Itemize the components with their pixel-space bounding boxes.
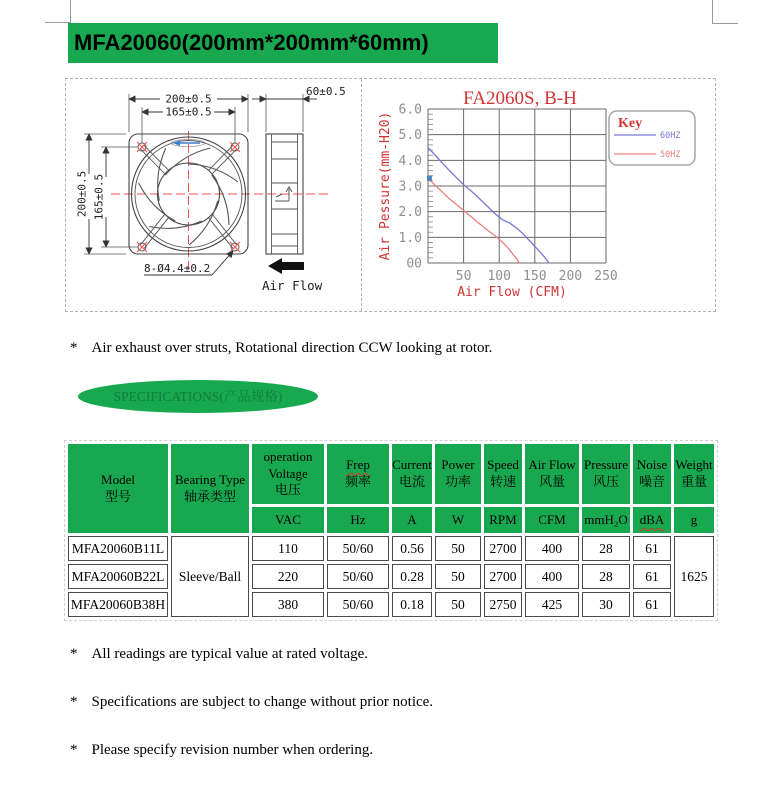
col-header-frequency: Frep 频率 bbox=[327, 444, 389, 504]
dim-top-inner: 165±0.5 bbox=[165, 105, 212, 119]
dim-holes: 8-Ø4.4±0.2 bbox=[144, 262, 211, 275]
legend-title: Key bbox=[618, 116, 643, 131]
cell-model: MFA20060B22L bbox=[68, 564, 168, 589]
footnote-text: All readings are typical value at rated voltage. bbox=[91, 646, 369, 662]
spec-table bbox=[65, 441, 717, 620]
svg-text:2.0: 2.0 bbox=[398, 205, 422, 221]
cell-speed: 2700 bbox=[484, 536, 522, 561]
cell-speed: 2750 bbox=[484, 592, 522, 617]
cell-noise: 61 bbox=[633, 536, 671, 561]
cell-weight: 1625 bbox=[674, 536, 714, 617]
margin-mark-top-left-v bbox=[70, 0, 71, 22]
col-header-current: Current 电流 bbox=[392, 444, 432, 504]
margin-mark-top-right-h bbox=[712, 23, 738, 24]
unit-rpm: RPM bbox=[484, 507, 522, 533]
chart-x-axis-label: Air Flow (CFM) bbox=[457, 285, 567, 300]
unit-vac: VAC bbox=[252, 507, 324, 533]
col-header-pressure: Pressure 风压 bbox=[582, 444, 630, 504]
col-header-power: Power 功率 bbox=[435, 444, 481, 504]
margin-mark-top-right-v bbox=[712, 0, 713, 23]
cell-freq: 50/60 bbox=[327, 536, 389, 561]
cell-airflow: 400 bbox=[525, 536, 579, 561]
fan-technical-drawing-cell bbox=[66, 79, 362, 311]
chart-curves bbox=[427, 148, 549, 264]
chart-x-tick-labels bbox=[456, 269, 618, 284]
col-header-voltage: operation Voltage 电压 bbox=[252, 444, 324, 504]
unit-a: A bbox=[392, 507, 432, 533]
cell-current: 0.28 bbox=[392, 564, 432, 589]
cell-power: 50 bbox=[435, 536, 481, 561]
cell-pressure: 28 bbox=[582, 536, 630, 561]
svg-text:250: 250 bbox=[594, 269, 618, 284]
svg-text:4.0: 4.0 bbox=[398, 153, 422, 169]
dim-top-outer: 200±0.5 bbox=[165, 92, 212, 106]
chart-title: FA2060S, B-H bbox=[463, 88, 577, 109]
svg-text:50: 50 bbox=[455, 269, 472, 284]
cell-airflow: 400 bbox=[525, 564, 579, 589]
specifications-badge: SPECIFICATIONS(产品规格) bbox=[78, 380, 318, 413]
unit-hz: Hz bbox=[327, 507, 389, 533]
svg-text:3.0: 3.0 bbox=[398, 179, 422, 195]
col-header-speed: Speed 转速 bbox=[484, 444, 522, 504]
cell-voltage: 220 bbox=[252, 564, 324, 589]
page-title: MFA20060(200mm*200mm*60mm) bbox=[68, 23, 498, 63]
drawing-note bbox=[70, 340, 492, 357]
table-row bbox=[68, 564, 714, 589]
unit-w: W bbox=[435, 507, 481, 533]
chart-grid bbox=[428, 109, 606, 263]
svg-text:200: 200 bbox=[558, 269, 583, 284]
chart-y-axis-label: Air Pessure(mm-H20) bbox=[378, 111, 393, 261]
cell-current: 0.18 bbox=[392, 592, 432, 617]
svg-text:100: 100 bbox=[487, 269, 511, 284]
cell-power: 50 bbox=[435, 564, 481, 589]
cell-voltage: 380 bbox=[252, 592, 324, 617]
col-header-bearing: Bearing Type 轴承类型 bbox=[171, 444, 249, 533]
footnote-text: Please specify revision number when ordering. bbox=[91, 742, 374, 758]
dim-left-inner: 165±0.5 bbox=[92, 173, 106, 221]
note-star: * bbox=[70, 742, 78, 758]
cell-pressure: 30 bbox=[582, 592, 630, 617]
footnote-text: Specifications are subject to change without prior notice. bbox=[91, 694, 434, 710]
table-row bbox=[68, 592, 714, 617]
cell-bearing-type: Sleeve/Ball bbox=[171, 536, 249, 617]
svg-text:00: 00 bbox=[406, 256, 422, 272]
air-flow-label: Air Flow bbox=[262, 278, 323, 293]
footnote-2 bbox=[70, 694, 433, 711]
svg-text:1.0: 1.0 bbox=[398, 230, 422, 246]
dim-left-outer: 200±0.5 bbox=[75, 170, 89, 218]
col-header-model: Model 型号 bbox=[68, 444, 168, 533]
unit-dba: dBA bbox=[633, 507, 671, 533]
col-header-airflow: Air Flow 风量 bbox=[525, 444, 579, 504]
cell-speed: 2700 bbox=[484, 564, 522, 589]
unit-cfm: CFM bbox=[525, 507, 579, 533]
unit-mmh2o: mmH₂O bbox=[582, 507, 630, 533]
drawing-chart-section bbox=[65, 78, 716, 312]
drawing-note-text: Air exhaust over struts, Rotational direction CCW looking at rotor. bbox=[91, 340, 493, 356]
chart-minor-ticks bbox=[428, 114, 433, 258]
svg-text:5.0: 5.0 bbox=[398, 128, 422, 144]
chart-y-tick-labels bbox=[399, 103, 422, 272]
note-star: * bbox=[70, 646, 78, 662]
cell-voltage: 110 bbox=[252, 536, 324, 561]
cell-airflow: 425 bbox=[525, 592, 579, 617]
cell-freq: 50/60 bbox=[327, 564, 389, 589]
col-header-noise: Noise 噪音 bbox=[633, 444, 671, 504]
performance-chart bbox=[362, 79, 716, 311]
note-star: * bbox=[70, 694, 78, 710]
unit-g: g bbox=[674, 507, 714, 533]
performance-chart-cell bbox=[362, 79, 716, 311]
footnote-3 bbox=[70, 742, 373, 759]
cell-model: MFA20060B11L bbox=[68, 536, 168, 561]
cell-freq: 50/60 bbox=[327, 592, 389, 617]
spec-table-wrap bbox=[64, 440, 718, 621]
cell-noise: 61 bbox=[633, 592, 671, 617]
table-row bbox=[68, 536, 714, 561]
col-header-weight: Weight 重量 bbox=[674, 444, 714, 504]
cell-model: MFA20060B38H bbox=[68, 592, 168, 617]
note-star: * bbox=[70, 340, 78, 356]
cell-pressure: 28 bbox=[582, 564, 630, 589]
svg-text:6.0: 6.0 bbox=[398, 102, 422, 118]
svg-text:150: 150 bbox=[523, 269, 547, 284]
air-flow-arrow bbox=[262, 258, 323, 293]
legend-label-50hz: 50HZ bbox=[660, 150, 681, 160]
cell-noise: 61 bbox=[633, 564, 671, 589]
chart-legend bbox=[609, 111, 695, 165]
fan-technical-drawing bbox=[66, 79, 361, 311]
cell-current: 0.56 bbox=[392, 536, 432, 561]
cell-power: 50 bbox=[435, 592, 481, 617]
footnote-1 bbox=[70, 646, 368, 663]
dim-depth: 60±0.5 bbox=[306, 85, 346, 98]
legend-label-60hz: 60HZ bbox=[660, 131, 681, 141]
